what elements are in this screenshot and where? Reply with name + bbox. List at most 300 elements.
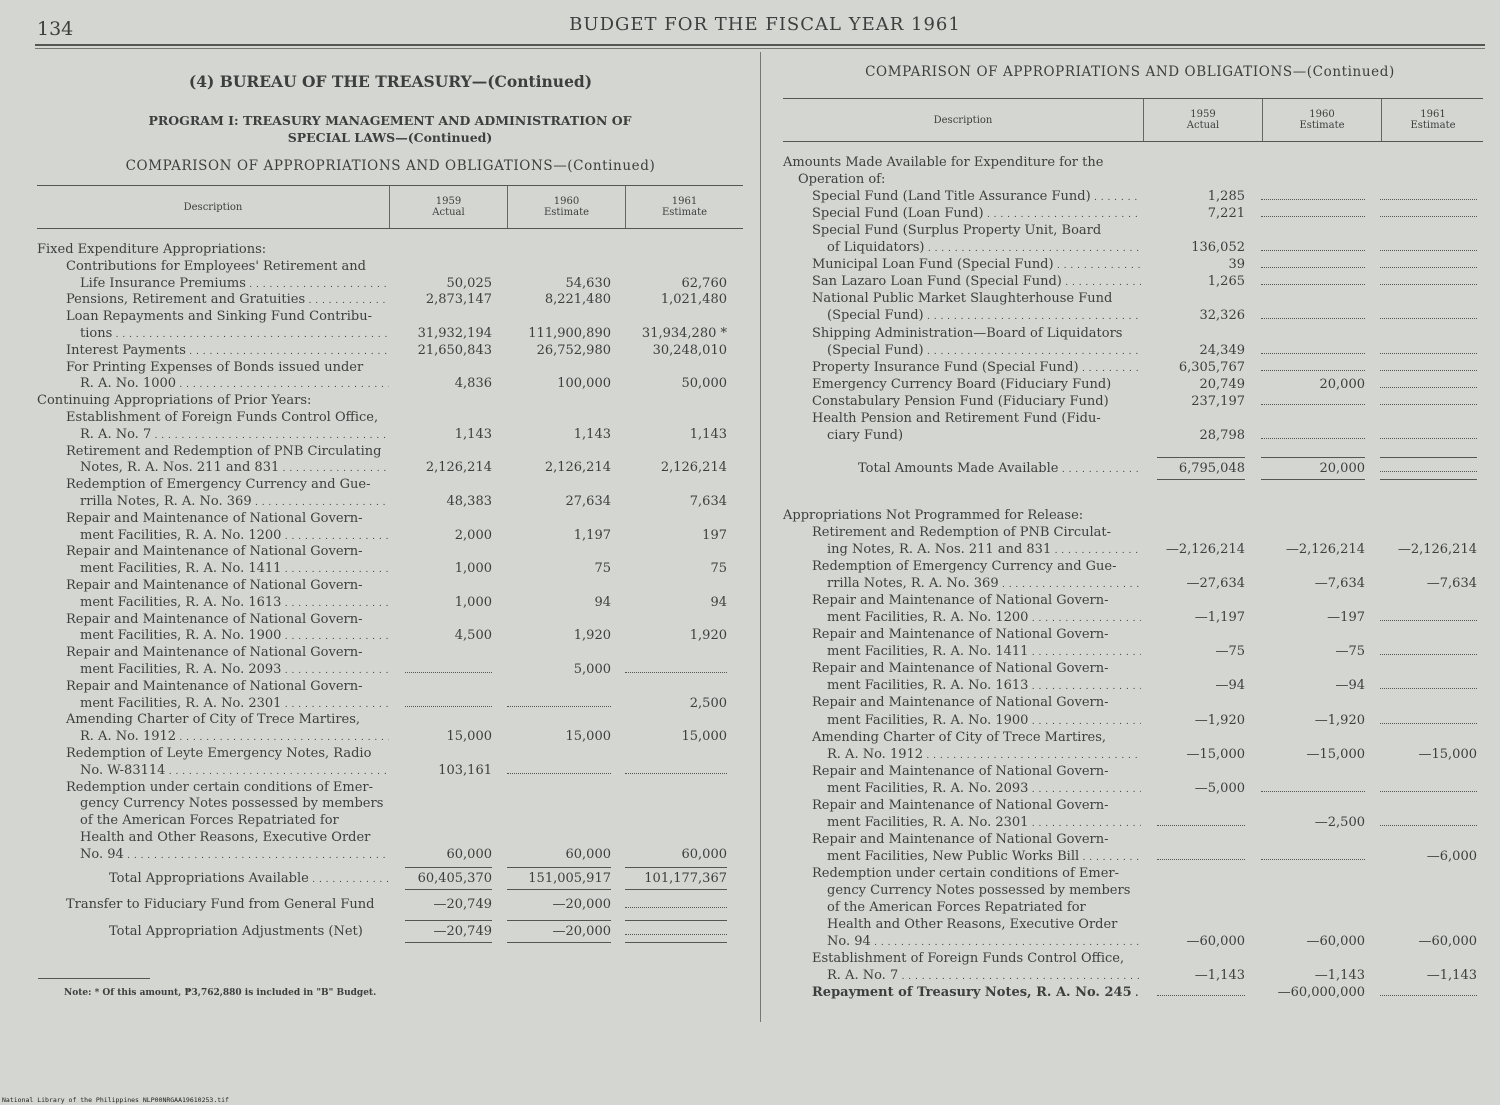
blank-cell bbox=[405, 706, 492, 707]
blank-cell bbox=[1380, 654, 1477, 655]
cell-value: 20,000 bbox=[1319, 376, 1365, 392]
cell-value: —60,000 bbox=[1418, 934, 1477, 950]
row-description: Health and Other Reasons, Executive Order bbox=[827, 917, 1118, 933]
table-row bbox=[783, 222, 1483, 239]
row-description: Pensions, Retirement and Gratuities . . . bbox=[66, 291, 389, 310]
row-description: Operation of: bbox=[798, 172, 886, 188]
cell-value: 2,126,214 bbox=[425, 460, 492, 476]
cell-value: 60,405,370 bbox=[417, 870, 492, 886]
table-row bbox=[783, 677, 1483, 694]
table-row bbox=[37, 560, 743, 577]
cell-value: —1,143 bbox=[1314, 968, 1365, 984]
table-row bbox=[783, 950, 1483, 967]
cell-value: 111,900,890 bbox=[528, 326, 611, 341]
cell-value: 21,650,843 bbox=[417, 342, 492, 358]
row-description: ment Facilities, R. A. No. 1613 . . . bbox=[80, 594, 389, 613]
cell-value: —27,634 bbox=[1186, 576, 1245, 592]
row-description: ment Facilities, R. A. No. 2093 . . . bbox=[827, 780, 1141, 799]
cell-value: 1,197 bbox=[573, 527, 611, 543]
table-row bbox=[783, 427, 1483, 444]
total-rule bbox=[405, 942, 492, 943]
row-description: ment Facilities, R. A. No. 1200 . . . bbox=[827, 609, 1141, 628]
cell-value: 20,749 bbox=[1199, 376, 1245, 392]
table-row bbox=[783, 325, 1483, 342]
row-description: Continuing Appropriations of Prior Years: bbox=[37, 393, 312, 409]
cell-value: 136,052 bbox=[1191, 240, 1245, 256]
total-rule bbox=[1380, 479, 1477, 480]
program-title bbox=[130, 112, 650, 146]
table-row bbox=[37, 644, 743, 661]
total-rule bbox=[1157, 479, 1245, 480]
cell-value: 15,000 bbox=[681, 729, 727, 745]
table-row bbox=[783, 848, 1483, 865]
row-description: No. 94 . . . bbox=[827, 933, 1141, 952]
table-row bbox=[37, 661, 743, 678]
row-description: R. A. No. 7 . . . bbox=[827, 967, 1141, 986]
row-description: gency Currency Notes possessed by members bbox=[827, 883, 1131, 898]
cell-value: —197 bbox=[1327, 610, 1365, 626]
total-rule bbox=[625, 942, 727, 943]
table-row bbox=[783, 984, 1483, 1001]
table-row bbox=[37, 627, 743, 644]
cell-value: 60,000 bbox=[565, 846, 611, 862]
left-comparison-title: COMPARISON OF APPROPRIATIONS AND OBLIGATIONS—(Continued) bbox=[125, 158, 656, 174]
cell-value: —75 bbox=[1215, 644, 1245, 660]
table-row bbox=[37, 745, 743, 762]
row-description: ciary Fund) bbox=[827, 427, 904, 443]
table-row bbox=[783, 729, 1483, 746]
left-header-1959: 1959 Actual bbox=[389, 186, 507, 228]
row-description: Repair and Maintenance of National Govern- bbox=[66, 510, 363, 526]
blank-cell bbox=[1261, 318, 1365, 319]
cell-value: 2,126,214 bbox=[660, 460, 727, 476]
left-comparison-table bbox=[37, 185, 743, 985]
cell-value: 94 bbox=[710, 594, 727, 610]
table-row bbox=[783, 359, 1483, 376]
header-rule bbox=[35, 44, 1485, 46]
cell-value: —7,634 bbox=[1426, 576, 1477, 592]
table-row bbox=[783, 376, 1483, 393]
table-row bbox=[37, 923, 743, 940]
cell-value: 1,265 bbox=[1207, 274, 1245, 290]
cell-value: —20,000 bbox=[552, 924, 611, 940]
blank-cell bbox=[1380, 620, 1477, 621]
table-row bbox=[783, 342, 1483, 359]
row-description: Health and Other Reasons, Executive Order bbox=[80, 830, 371, 845]
table-row bbox=[37, 711, 743, 728]
blank-cell bbox=[1261, 284, 1365, 285]
table-row bbox=[37, 611, 743, 628]
cell-value: 20,000 bbox=[1319, 460, 1365, 476]
table-row bbox=[37, 459, 743, 476]
row-description: of the American Forces Repatriated for bbox=[80, 813, 339, 829]
cell-value: 75 bbox=[594, 561, 611, 577]
cell-value: 4,836 bbox=[454, 376, 492, 392]
row-description: Notes, R. A. Nos. 211 and 831 . . . bbox=[80, 459, 389, 478]
cell-value: 5,000 bbox=[573, 662, 611, 677]
cell-value: 1,143 bbox=[454, 426, 492, 442]
row-description: Emergency Currency Board (Fiduciary Fund) bbox=[812, 376, 1112, 392]
row-description: Establishment of Foreign Funds Control Office, bbox=[812, 951, 1125, 967]
total-rule bbox=[507, 942, 611, 943]
row-description: Repair and Maintenance of National Govern- bbox=[66, 578, 363, 593]
bureau-title: (4) BUREAU OF THE TREASURY—(Continued) bbox=[188, 72, 593, 91]
row-description: gency Currency Notes possessed by members bbox=[80, 796, 384, 812]
row-description: R. A. No. 1912 . . . bbox=[80, 728, 389, 747]
table-row bbox=[37, 291, 743, 308]
program-title-line-1: PROGRAM I: TREASURY MANAGEMENT AND ADMINISTRATION OF bbox=[148, 113, 632, 128]
table-row bbox=[37, 359, 743, 376]
row-description: of Liquidators) . . . bbox=[827, 239, 1141, 258]
cell-value: 1,021,480 bbox=[660, 292, 727, 308]
table-row bbox=[783, 307, 1483, 324]
cell-value: —60,000,000 bbox=[1277, 985, 1365, 1001]
row-description: ment Facilities, R. A. No. 1900 . . . bbox=[80, 627, 389, 646]
table-row bbox=[783, 256, 1483, 273]
blank-cell bbox=[625, 672, 727, 673]
table-row bbox=[37, 392, 743, 409]
cell-value: 28,798 bbox=[1199, 427, 1245, 443]
table-row bbox=[37, 870, 743, 887]
cell-value: 100,000 bbox=[557, 376, 611, 392]
blank-cell bbox=[405, 672, 492, 673]
row-description: Repayment of Treasury Notes, R. A. No. 245 . . . bbox=[812, 984, 1141, 1003]
cell-value: 31,934,280 * bbox=[641, 326, 727, 341]
table-row bbox=[783, 746, 1483, 763]
row-description: of the American Forces Repatriated for bbox=[827, 900, 1086, 916]
cell-value: 39 bbox=[1228, 257, 1245, 273]
cell-value: 2,000 bbox=[454, 527, 492, 543]
table-row bbox=[37, 594, 743, 611]
table-row bbox=[783, 541, 1483, 558]
cell-value: —2,126,214 bbox=[1285, 542, 1365, 557]
cell-value: 15,000 bbox=[565, 729, 611, 745]
left-header-1961: 1961 Estimate bbox=[625, 186, 743, 228]
table-row bbox=[783, 831, 1483, 848]
blank-cell bbox=[507, 773, 611, 774]
blank-cell bbox=[1157, 825, 1245, 826]
blank-cell bbox=[1380, 723, 1477, 724]
blank-cell bbox=[1261, 438, 1365, 439]
left-header-description: Description bbox=[183, 201, 243, 213]
right-header-description: Description bbox=[933, 114, 993, 126]
row-description: ment Facilities, R. A. No. 1411 . . . bbox=[827, 643, 1141, 662]
total-rule bbox=[507, 867, 611, 868]
table-row bbox=[37, 678, 743, 695]
table-row bbox=[37, 795, 743, 812]
right-table-header bbox=[783, 98, 1483, 142]
blank-cell bbox=[1261, 370, 1365, 371]
cell-value: 1,143 bbox=[573, 426, 611, 442]
total-rule bbox=[507, 889, 611, 890]
cell-value: 60,000 bbox=[681, 846, 727, 862]
row-description: Loan Repayments and Sinking Fund Contribu- bbox=[66, 309, 372, 325]
row-description: No. W-83114 . . . bbox=[80, 762, 389, 781]
table-row bbox=[783, 592, 1483, 609]
archive-label: National Library of the Philippines NLP00NRGAA19610253.tif bbox=[2, 1096, 229, 1104]
row-description: Fixed Expenditure Appropriations: bbox=[37, 242, 267, 257]
row-description: Amending Charter of City of Trece Martires, bbox=[66, 712, 361, 728]
cell-value: 2,873,147 bbox=[425, 292, 492, 308]
table-row bbox=[37, 476, 743, 493]
cell-value: 1,920 bbox=[573, 628, 611, 644]
table-row bbox=[783, 558, 1483, 575]
row-description: Total Appropriation Adjustments (Net) bbox=[109, 924, 363, 940]
blank-cell bbox=[1380, 471, 1477, 472]
cell-value: 197 bbox=[702, 527, 727, 543]
table-row bbox=[783, 239, 1483, 256]
table-row bbox=[37, 829, 743, 846]
cell-value: —20,749 bbox=[433, 897, 492, 913]
cell-value: —2,126,214 bbox=[1165, 542, 1245, 557]
blank-cell bbox=[1261, 216, 1365, 217]
row-description: Special Fund (Loan Fund) . . . bbox=[812, 205, 1141, 224]
blank-cell bbox=[1261, 404, 1365, 405]
row-description: Interest Payments . . . bbox=[66, 342, 389, 361]
table-row bbox=[783, 171, 1483, 188]
row-description: Repair and Maintenance of National Govern- bbox=[812, 831, 1109, 847]
cell-value: —1,143 bbox=[1426, 968, 1477, 984]
total-rule bbox=[625, 867, 727, 868]
cell-value: 101,177,367 bbox=[644, 870, 727, 886]
total-rule bbox=[625, 889, 727, 890]
row-description: Repair and Maintenance of National Govern- bbox=[812, 763, 1109, 779]
table-row bbox=[783, 410, 1483, 427]
table-row bbox=[783, 154, 1483, 171]
table-row bbox=[783, 814, 1483, 831]
total-rule bbox=[625, 920, 727, 921]
table-row bbox=[783, 967, 1483, 984]
footnote: Note: * Of this amount, ₱3,762,880 is included in "B" Budget. bbox=[64, 988, 377, 998]
row-description: Special Fund (Surplus Property Unit, Board bbox=[812, 223, 1102, 239]
row-description: Municipal Loan Fund (Special Fund) . . . bbox=[812, 256, 1141, 275]
table-row bbox=[783, 188, 1483, 205]
table-row bbox=[37, 695, 743, 712]
table-row bbox=[37, 308, 743, 325]
row-description: ment Facilities, R. A. No. 1200 . . . bbox=[80, 527, 389, 546]
cell-value: 2,126,214 bbox=[544, 460, 611, 476]
cell-value: —20,749 bbox=[433, 924, 492, 940]
cell-value: 27,634 bbox=[565, 494, 611, 509]
cell-value: 7,221 bbox=[1207, 206, 1245, 222]
cell-value: 54,630 bbox=[565, 275, 611, 291]
table-row bbox=[37, 241, 743, 258]
cell-value: 2,500 bbox=[689, 695, 727, 711]
blank-cell bbox=[1380, 825, 1477, 826]
row-description: Redemption of Emergency Currency and Gue- bbox=[66, 477, 371, 493]
table-row bbox=[783, 882, 1483, 899]
blank-cell bbox=[1380, 404, 1477, 405]
row-description: ment Facilities, R. A. No. 2301 . . . bbox=[827, 814, 1141, 833]
row-description: Shipping Administration—Board of Liquidators bbox=[812, 325, 1123, 341]
table-row bbox=[37, 275, 743, 292]
cell-value: —75 bbox=[1335, 644, 1365, 660]
table-row bbox=[783, 626, 1483, 643]
table-row bbox=[37, 812, 743, 829]
cell-value: 62,760 bbox=[681, 275, 727, 291]
cell-value: —94 bbox=[1335, 678, 1365, 694]
blank-cell bbox=[1261, 250, 1365, 251]
table-row bbox=[37, 762, 743, 779]
blank-cell bbox=[1380, 284, 1477, 285]
blank-cell bbox=[625, 907, 727, 908]
page-header-title: BUDGET FOR THE FISCAL YEAR 1961 bbox=[569, 14, 961, 35]
cell-value: —6,000 bbox=[1426, 848, 1477, 864]
cell-value: —2,126,214 bbox=[1397, 542, 1477, 557]
row-description: R. A. No. 7 . . . bbox=[80, 426, 389, 445]
row-description: Transfer to Fiduciary Fund from General Fund bbox=[66, 897, 375, 913]
cell-value: 26,752,980 bbox=[536, 342, 611, 358]
row-description: Repair and Maintenance of National Govern- bbox=[66, 645, 363, 661]
blank-cell bbox=[1157, 995, 1245, 996]
table-row bbox=[37, 779, 743, 796]
blank-cell bbox=[1380, 791, 1477, 792]
table-row bbox=[37, 510, 743, 527]
blank-cell bbox=[1380, 387, 1477, 388]
cell-value: —60,000 bbox=[1186, 934, 1245, 950]
blank-cell bbox=[1261, 353, 1365, 354]
table-row bbox=[783, 575, 1483, 592]
cell-value: 1,920 bbox=[689, 628, 727, 644]
row-description: Repair and Maintenance of National Govern- bbox=[812, 627, 1109, 643]
row-description: ment Facilities, R. A. No. 1411 . . . bbox=[80, 560, 389, 579]
blank-cell bbox=[1380, 250, 1477, 251]
row-description: Repair and Maintenance of National Govern- bbox=[66, 611, 363, 627]
table-row bbox=[37, 409, 743, 426]
cell-value: 15,000 bbox=[446, 729, 492, 745]
cell-value: 1,000 bbox=[454, 561, 492, 577]
cell-value: —7,634 bbox=[1314, 576, 1365, 592]
cell-value: 60,000 bbox=[446, 846, 492, 862]
row-description: rrilla Notes, R. A. No. 369 . . . bbox=[80, 493, 389, 512]
row-description: Establishment of Foreign Funds Control Office, bbox=[66, 410, 379, 425]
table-row bbox=[37, 846, 743, 863]
table-row bbox=[37, 342, 743, 359]
row-description: Special Fund (Land Title Assurance Fund) . . . bbox=[812, 188, 1141, 207]
blank-cell bbox=[1261, 791, 1365, 792]
row-description: ment Facilities, R. A. No. 2301 . . . bbox=[80, 695, 389, 714]
cell-value: 6,305,767 bbox=[1178, 359, 1245, 375]
row-description: rrilla Notes, R. A. No. 369 . . . bbox=[827, 575, 1141, 594]
blank-cell bbox=[1261, 267, 1365, 268]
cell-value: —1,143 bbox=[1194, 968, 1245, 984]
row-description: ment Facilities, New Public Works Bill . . . bbox=[827, 848, 1141, 867]
blank-cell bbox=[625, 773, 727, 774]
row-description: Amending Charter of City of Trece Martires, bbox=[812, 729, 1107, 745]
page-number: 134 bbox=[37, 18, 74, 40]
row-description: Total Appropriations Available . . . bbox=[109, 870, 389, 889]
total-rule bbox=[507, 920, 611, 921]
table-row bbox=[783, 524, 1483, 541]
table-row bbox=[37, 896, 743, 913]
total-rule bbox=[1380, 457, 1477, 458]
row-description: Redemption of Emergency Currency and Gue- bbox=[812, 559, 1117, 575]
cell-value: 151,005,917 bbox=[528, 870, 611, 886]
cell-value: 24,349 bbox=[1199, 342, 1245, 358]
cell-value: —60,000 bbox=[1306, 934, 1365, 950]
header-rule-thin bbox=[35, 48, 1485, 49]
blank-cell bbox=[1261, 199, 1365, 200]
row-description: Total Amounts Made Available . . . bbox=[858, 460, 1141, 479]
row-description: Property Insurance Fund (Special Fund) . . . bbox=[812, 359, 1141, 378]
cell-value: —1,197 bbox=[1194, 610, 1245, 626]
cell-value: 103,161 bbox=[438, 762, 492, 778]
cell-value: 32,326 bbox=[1199, 308, 1245, 324]
table-row bbox=[37, 527, 743, 544]
right-header-1959: 1959 Actual bbox=[1143, 99, 1262, 141]
row-description: (Special Fund) . . . bbox=[827, 342, 1141, 361]
table-row bbox=[783, 290, 1483, 307]
total-rule bbox=[1261, 457, 1365, 458]
cell-value: 75 bbox=[710, 561, 727, 577]
right-header-1961: 1961 Estimate bbox=[1381, 99, 1484, 141]
total-rule bbox=[1157, 457, 1245, 458]
table-row bbox=[37, 258, 743, 275]
table-row bbox=[783, 507, 1483, 524]
row-description: No. 94 . . . bbox=[80, 846, 389, 865]
row-description: National Public Market Slaughterhouse Fund bbox=[812, 291, 1113, 307]
left-table-header bbox=[37, 185, 743, 229]
table-row bbox=[783, 763, 1483, 780]
cell-value: —20,000 bbox=[552, 897, 611, 913]
cell-value: 4,500 bbox=[454, 628, 492, 644]
row-description: Repair and Maintenance of National Govern- bbox=[812, 797, 1109, 813]
program-title-line-2: SPECIAL LAWS—(Continued) bbox=[287, 130, 493, 145]
cell-value: 237,197 bbox=[1191, 393, 1245, 409]
table-row bbox=[37, 728, 743, 745]
row-description: ment Facilities, R. A. No. 2093 . . . bbox=[80, 661, 389, 680]
cell-value: 1,000 bbox=[454, 594, 492, 610]
right-comparison-title: COMPARISON OF APPROPRIATIONS AND OBLIGATIONS—(Continued) bbox=[865, 64, 1395, 80]
cell-value: 6,795,048 bbox=[1178, 460, 1245, 476]
row-description: ing Notes, R. A. Nos. 211 and 831 . . . bbox=[827, 541, 1141, 560]
cell-value: 1,143 bbox=[689, 426, 727, 442]
row-description: Appropriations Not Programmed for Release: bbox=[783, 507, 1084, 523]
row-description: Redemption under certain conditions of Emer- bbox=[66, 779, 374, 795]
row-description: Redemption of Leyte Emergency Notes, Radio bbox=[66, 746, 372, 761]
total-rule bbox=[405, 889, 492, 890]
row-description: R. A. No. 1912 . . . bbox=[827, 746, 1141, 765]
table-row bbox=[783, 393, 1483, 410]
blank-cell bbox=[1380, 199, 1477, 200]
table-row bbox=[37, 426, 743, 443]
total-rule bbox=[1261, 479, 1365, 480]
left-header-1960: 1960 Estimate bbox=[507, 186, 625, 228]
row-description: Repair and Maintenance of National Govern- bbox=[812, 593, 1109, 609]
table-row bbox=[783, 643, 1483, 660]
cell-value: 94 bbox=[594, 594, 611, 610]
table-row bbox=[783, 205, 1483, 222]
table-row bbox=[783, 609, 1483, 626]
blank-cell bbox=[1380, 353, 1477, 354]
row-description: R. A. No. 1000 . . . bbox=[80, 375, 389, 394]
cell-value: 8,221,480 bbox=[544, 292, 611, 308]
table-row bbox=[783, 273, 1483, 290]
cell-value: —15,000 bbox=[1186, 746, 1245, 762]
table-row bbox=[783, 694, 1483, 711]
row-description: Constabulary Pension Fund (Fiduciary Fund) bbox=[812, 393, 1109, 409]
table-row bbox=[783, 780, 1483, 797]
row-description: Repair and Maintenance of National Govern- bbox=[812, 661, 1109, 677]
row-description: ment Facilities, R. A. No. 1613 . . . bbox=[827, 677, 1141, 696]
cell-value: 50,000 bbox=[681, 376, 727, 392]
blank-cell bbox=[1380, 216, 1477, 217]
cell-value: —2,500 bbox=[1314, 814, 1365, 830]
table-row bbox=[783, 916, 1483, 933]
blank-cell bbox=[1261, 859, 1365, 860]
table-row bbox=[37, 577, 743, 594]
table-row bbox=[783, 933, 1483, 950]
